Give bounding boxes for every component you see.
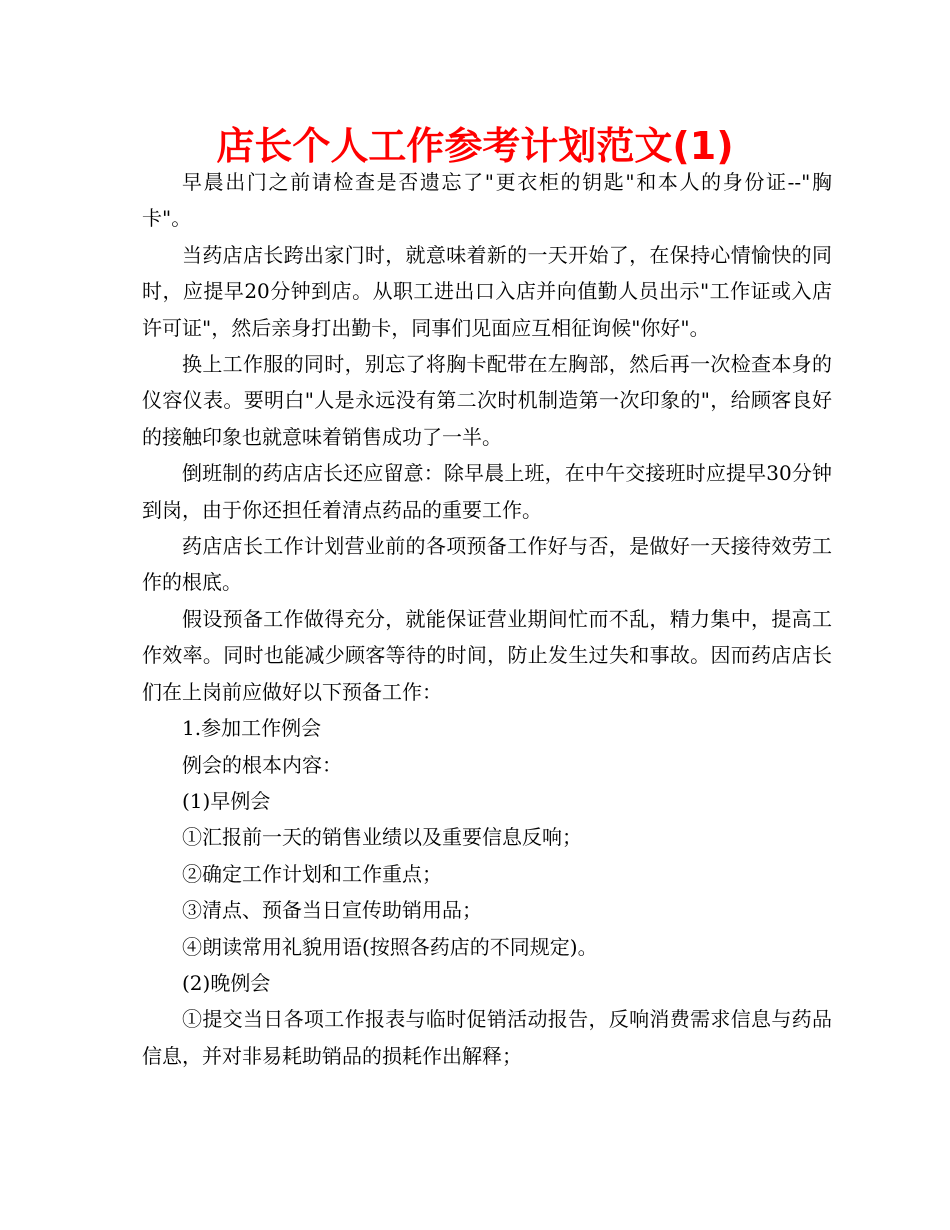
list-item: ①汇报前一天的销售业绩以及重要信息反响； [182, 825, 582, 850]
paragraph: 例会的根本内容： [182, 752, 342, 777]
paragraph: 假设预备工作做得充分，就能保证营业期间忙而不乱，精力集中，提高工作效率。同时也能减少顾客等待的时间，防止发生过失和事故。因而药店店长们在上岗前应做好以下预备工作： [142, 606, 832, 704]
paragraph: 换上工作服的同时，别忘了将胸卡配带在左胸部，然后再一次检查本身的仪容仪表。要明白"人是永远没有第二次时机制造第一次印象的"，给顾客良好的接触印象也就意味着销售成功了一半。 [142, 352, 832, 449]
list-item: ③清点、预备当日宣传助销用品； [182, 898, 482, 923]
list-item: ①提交当日各项工作报表与临时促销活动报告，反响消费需求信息与药品信息，并对非易耗助销品的损耗作出解释； [142, 1007, 832, 1068]
paragraph: 当药店店长跨出家门时，就意味着新的一天开始了，在保持心情愉快的同时，应提早20分钟到店。从职工进出口入店并向值勤人员出示"工作证或入店许可证"，然后亲身打出勤卡，同事们见面应互相征询候"你好"。 [142, 242, 832, 340]
list-heading: 1.参加工作例会 [182, 716, 322, 741]
document-body [142, 164, 832, 1074]
list-item: ②确定工作计划和工作重点； [182, 861, 442, 886]
list-subheading: (1)早例会 [182, 788, 271, 813]
paragraph: 药店店长工作计划营业前的各项预备工作好与否，是做好一天接待效劳工作的根底。 [142, 534, 832, 595]
paragraph: 倒班制的药店店长还应留意：除早晨上班，在中午交接班时应提早30分钟到岗，由于你还担任着清点药品的重要工作。 [142, 461, 832, 522]
paragraph: 早晨出门之前请检查是否遗忘了"更衣柜的钥匙"和本人的身份证--"胸卡"。 [142, 170, 832, 231]
document-title: 店长个人工作参考计划范文(1) [216, 124, 734, 168]
list-subheading: (2)晚例会 [182, 970, 271, 995]
list-item: ④朗读常用礼貌用语(按照各药店的不同规定)。 [182, 934, 598, 959]
